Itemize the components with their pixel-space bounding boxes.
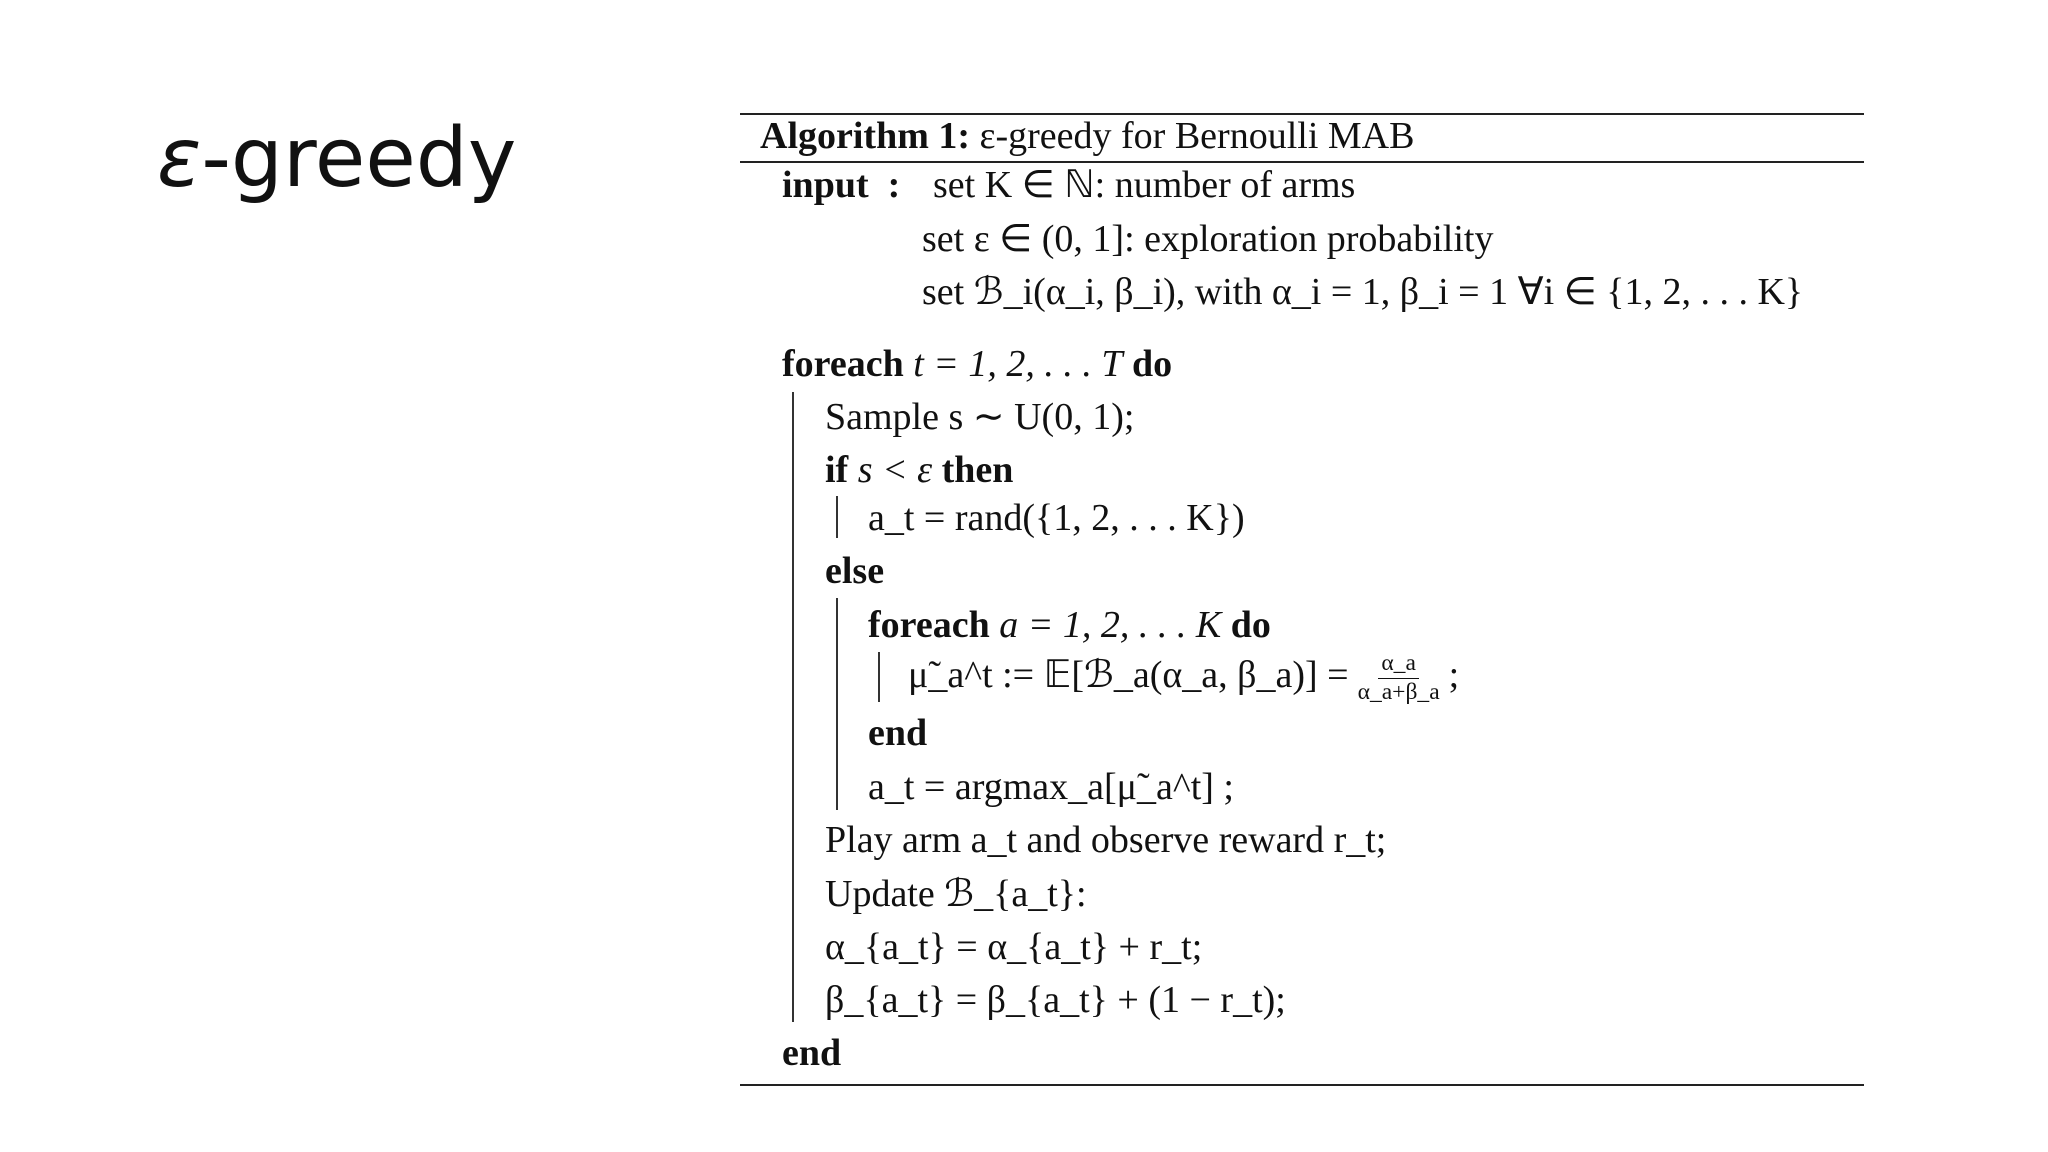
foreach-expr: t = 1, 2, . . . T [913, 343, 1123, 385]
input-epsilon: set ε ∈ (0, 1]: exploration probability [922, 218, 1494, 260]
caption-rule [740, 161, 1864, 163]
if-branch-bar [836, 496, 838, 538]
update-line: Update ℬ_{a_t}: [825, 873, 1087, 915]
inner-end [868, 714, 927, 752]
title-epsilon: ε [157, 111, 202, 206]
beta-update: β_{a_t} = β_{a_t} + (1 − r_t); [825, 979, 1286, 1021]
input-arms: set K ∈ ℕ: number of arms [933, 164, 1356, 206]
if-line [825, 451, 1013, 489]
input-beta-priors: set ℬ_i(α_i, β_i), with α_i = 1, β_i = 1 ∀i ∈ {1, 2, . . . K} [922, 271, 1804, 313]
outer-end [782, 1034, 841, 1072]
inner-foreach [868, 606, 1271, 644]
play-arm-line: Play arm a_t and observe reward r_t; [825, 819, 1387, 861]
outer-end-keyword: end [782, 1032, 842, 1074]
fraction-numerator: α_a [1378, 652, 1419, 679]
caption-text: ε-greedy for Bernoulli MAB [979, 115, 1415, 157]
inner-foreach-expr: a = 1, 2, . . . K [999, 604, 1222, 646]
inner-do-keyword: do [1230, 604, 1271, 646]
then-keyword: then [941, 449, 1014, 491]
input-colon: : [887, 164, 901, 206]
posterior-mean-fraction [1355, 652, 1443, 704]
inner-end-keyword: end [868, 712, 928, 754]
outer-foreach [782, 345, 1172, 383]
caption-label: Algorithm 1: [760, 115, 971, 157]
inner-loop-bar [878, 652, 880, 702]
argmax-assignment: a_t = argmax_a[μ̃_a^t] ; [868, 766, 1234, 808]
if-keyword: if [825, 449, 849, 491]
outer-loop-bar [792, 392, 794, 1022]
do-keyword: do [1132, 343, 1173, 385]
foreach-keyword: foreach [782, 343, 904, 385]
algorithm-box [740, 0, 1864, 1152]
input-label-line [782, 166, 900, 204]
alpha-update: α_{a_t} = α_{a_t} + r_t; [825, 926, 1203, 968]
else-keyword: else [825, 550, 885, 592]
if-condition: s < ε [857, 449, 933, 491]
title-text: -greedy [201, 111, 517, 206]
else-line [825, 552, 884, 590]
inner-foreach-keyword: foreach [868, 604, 990, 646]
sample-line: Sample s ∼ U(0, 1); [825, 396, 1135, 438]
fraction-denominator: α_a+β_a [1357, 678, 1440, 705]
mu-expression: μ̃_a^t := 𝔼[ℬ_a(α_a, β_a)] = [908, 653, 1349, 696]
else-branch-bar [836, 598, 838, 810]
algorithm-caption [760, 117, 1414, 155]
mu-terminator: ; [1448, 653, 1460, 696]
input-label: input [782, 164, 869, 206]
bottom-rule [740, 1084, 1864, 1086]
slide-title [157, 111, 517, 206]
rand-assignment: a_t = rand({1, 2, . . . K}) [868, 497, 1245, 539]
mu-estimate [908, 652, 1459, 704]
